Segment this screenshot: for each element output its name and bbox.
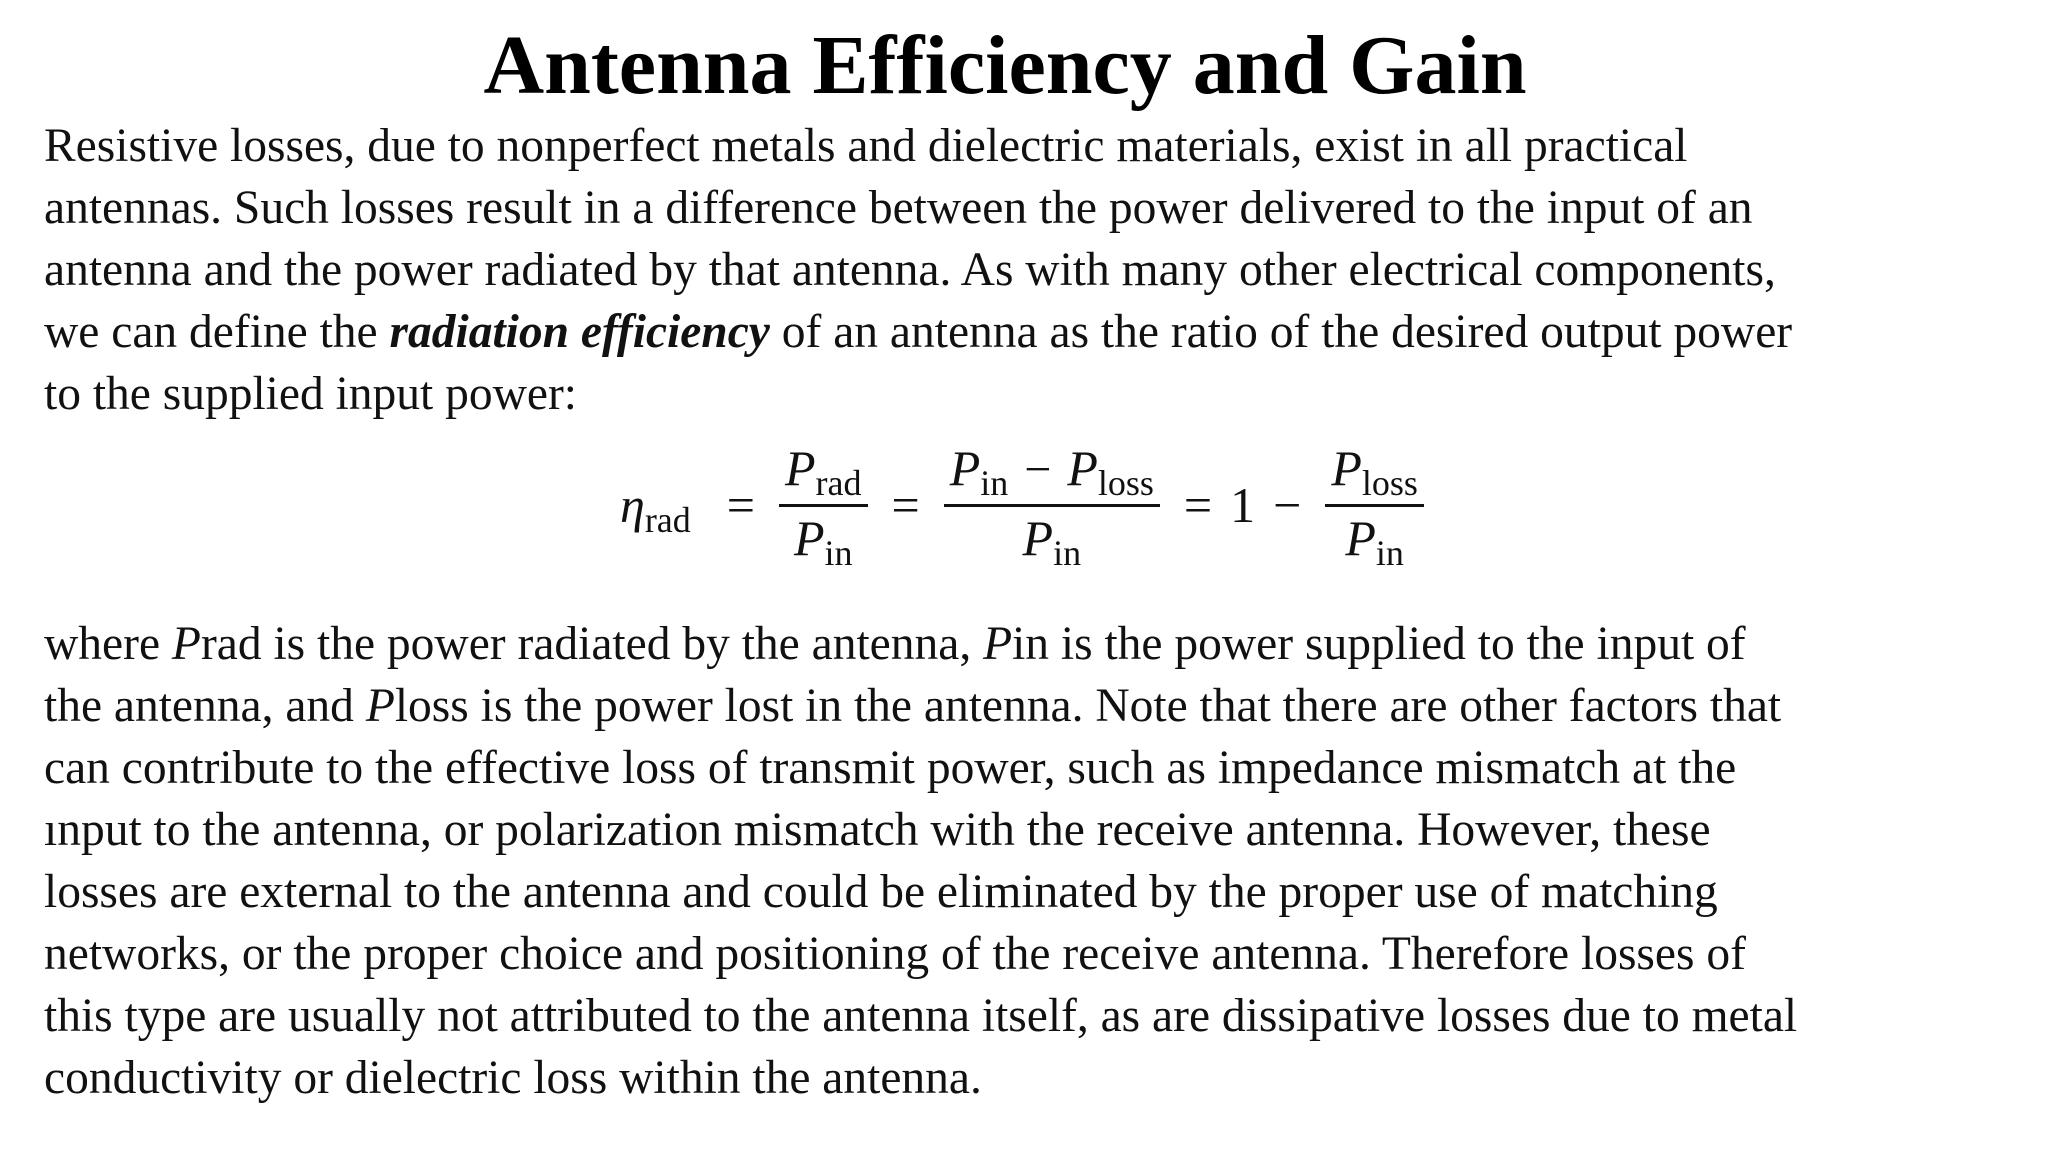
text-line: can contribute to the effective loss of transmit power, such as impedance mismatch at the <box>44 742 1737 794</box>
fraction-ploss-over-pin <box>1325 437 1424 574</box>
numerator <box>944 437 1160 504</box>
explanation-paragraph <box>44 613 1797 1109</box>
number-one: 1 <box>1230 477 1256 533</box>
text-segment: rad is the power radiated by the antenna, <box>200 618 984 670</box>
p-symbol: P <box>793 509 825 566</box>
denominator <box>788 507 859 574</box>
p-symbol: P <box>949 439 981 496</box>
subscript: in <box>824 532 853 573</box>
numerator <box>779 437 868 504</box>
text-line: ınput to the antenna, or polarization mismatch with the receive antenna. However, these <box>44 804 1711 856</box>
p-symbol: P <box>983 618 1013 670</box>
text-segment: of an antenna as the ratio of the desired output power <box>769 306 1793 358</box>
text-line <box>44 613 1797 675</box>
p-symbol: P <box>365 680 395 732</box>
minus-sign: − <box>1273 477 1302 533</box>
text-segment: loss is the power lost in the antenna. Note that there are other factors that <box>394 680 1782 732</box>
subscript: in <box>1375 532 1404 573</box>
subscript: rad <box>815 462 862 503</box>
fraction-pin-minus-ploss-over-pin <box>944 437 1160 574</box>
subscript: in <box>1053 532 1082 573</box>
denominator <box>1339 507 1410 574</box>
fraction-prad-over-pin <box>779 437 868 574</box>
eta-symbol: η <box>620 477 645 533</box>
p-symbol: P <box>1022 509 1054 566</box>
eta-rad <box>620 476 691 540</box>
denominator <box>1017 507 1088 574</box>
subscript: rad <box>644 500 691 540</box>
minus-sign: − <box>1024 442 1052 496</box>
text-line: antenna and the power radiated by that antenna. As with many other electrical components, <box>44 244 1776 296</box>
text-line: networks, or the proper choice and positioning of the receive antenna. Therefore losses of <box>44 928 1746 980</box>
slide-title: Antenna Efficiency and Gain <box>483 19 1527 112</box>
intro-paragraph <box>44 115 1792 425</box>
equals-sign: = <box>1183 477 1213 533</box>
subscript: in <box>980 462 1009 503</box>
p-symbol: P <box>1067 439 1098 496</box>
p-symbol: P <box>171 618 201 670</box>
numerator <box>1325 437 1424 504</box>
text-line: this type are usually not attributed to the antenna itself, as are dissipative losses due to metal <box>44 990 1798 1042</box>
equals-sign: = <box>891 477 920 533</box>
subscript: loss <box>1097 462 1154 503</box>
p-symbol: P <box>1331 439 1362 496</box>
text-segment: we can define the <box>44 306 390 358</box>
p-symbol: P <box>1345 509 1376 566</box>
p-symbol: P <box>784 439 816 496</box>
text-line: losses are external to the antenna and could be eliminated by the proper use of matching <box>44 866 1718 918</box>
text-line: antennas. Such losses result in a difference between the power delivered to the input of an <box>44 182 1753 234</box>
text-line: Resistive losses, due to nonperfect metals and dielectric materials, exist in all practical <box>44 120 1688 172</box>
text-segment: where <box>44 618 172 670</box>
equals-sign: = <box>726 477 755 533</box>
text-segment: the antenna, and <box>44 680 366 732</box>
text-segment: in is the power supplied to the input of <box>1012 618 1746 670</box>
text-line: conductivity or dielectric loss within the antenna. <box>44 1052 982 1104</box>
radiation-efficiency-equation <box>620 430 1430 580</box>
radiation-efficiency-term: radiation efficiency <box>389 306 770 358</box>
subscript: loss <box>1361 462 1418 503</box>
text-line <box>44 675 1797 737</box>
text-line <box>44 301 1792 363</box>
text-line: to the supplied input power: <box>44 368 577 420</box>
